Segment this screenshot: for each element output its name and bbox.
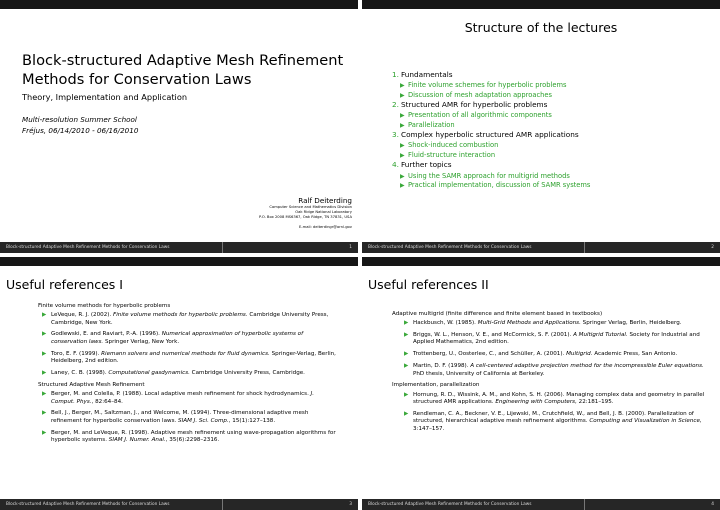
bullet-triangle-icon: ▶ [404,331,409,338]
slide-title: Structure of the lectures [464,20,618,35]
reference-item: ▶ Bell, J., Berger, M., Saltzman, J., and Welcome, M. (1994). Three-dimensional adaptive mesh refinement for hyperbolic conservation laws. SIAM J. Sci. Comp., 15(1):127–138. [42,410,309,425]
bullet-triangle-icon: ▶ [404,351,409,358]
page-number: 2 [711,245,714,250]
affiliation-line: Computer Science and Mathematics Division [269,205,352,209]
outline-section: 4. Further topics [392,160,452,170]
outline-item: ▶ Parallelization [400,120,455,129]
slide-1 [0,0,358,253]
reference-item: ▶ Trottenberg, U., Oosterlee, C., and Schüller, A. (2001). Multigrid. Academic Press, San Antonio. [404,351,678,358]
bullet-triangle-icon: ▶ [42,429,47,436]
bullet-triangle-icon: ▶ [404,320,409,327]
title-line-1: Block-structured Adaptive Mesh Refinement [22,52,344,69]
footer-title: Block-structured Adaptive Mesh Refinement Methods for Conservation Laws [6,245,170,250]
page-number: 1 [349,245,352,250]
reference-item: ▶ Rendleman, C. A., Beckner, V. E., Lijewski, M., Crutchfield, W., and Bell, J. B. (2000). Parallelization of structured, hierarchical adaptive mesh refinement algorithms. Computing and Visualization in Science, 3:147–157. [404,410,702,433]
outline-item: ▶ Finite volume schemes for hyperbolic problems [400,81,567,90]
bullet-triangle-icon: ▶ [42,410,47,417]
outline-item: ▶ Practical implementation, discussion of SAMR systems [400,180,591,189]
author-name: Ralf Deiterding [298,196,352,205]
outline-section: 3. Complex hyperbolic structured AMR applications [392,130,579,140]
reference-list [392,311,710,438]
bullet-triangle-icon: ▶ [42,370,47,377]
footer-title: Block-structured Adaptive Mesh Refinement Methods for Conservation Laws [368,245,532,250]
bullet-triangle-icon: ▶ [400,112,405,120]
reference-item: ▶ Hackbusch, W. (1985). Multi-Grid Methods and Applications. Springer Verlag, Berlin, Heidelberg. [404,320,682,327]
bullet-triangle-icon: ▶ [42,350,47,357]
lecture-outline [392,70,717,190]
reference-item: ▶ Berger, M. and LeVeque, R. (1998). Adaptive mesh refinement using wave-propagation algorithms for hyperbolic systems. SIAM J. Numer. Anal., 35(6):2298–2316. [42,429,336,444]
slide-footer [362,499,720,510]
author-block [259,196,352,229]
bullet-triangle-icon: ▶ [404,363,409,370]
footer-divider [222,499,223,510]
footer-divider [584,499,585,510]
footer-divider [584,242,585,253]
bullet-triangle-icon: ▶ [400,121,405,129]
bullet-triangle-icon: ▶ [42,331,47,338]
slide-footer [0,499,358,510]
slide-title: Useful references I [6,277,123,292]
footer-title: Block-structured Adaptive Mesh Refinement Methods for Conservation Laws [368,502,532,507]
slide-4 [362,257,720,510]
author-email: E-mail: deiterdingr@ornl.gov [298,224,352,229]
bullet-triangle-icon: ▶ [42,312,47,319]
outline-section: 2. Structured AMR for hyperbolic problems [392,100,548,110]
bullet-triangle-icon: ▶ [404,410,409,417]
reference-item: ▶ Toro, E. F. (1999). Riemann solvers and numerical methods for fluid dynamics. Springer-Verlag, Berlin, Heidelberg, 2nd edition. [42,350,336,365]
slide-2 [362,0,720,253]
footer-title: Block-structured Adaptive Mesh Refinement Methods for Conservation Laws [6,502,170,507]
reference-item: ▶ Godlewski, E. and Raviart, P.-A. (1996). Numerical approximation of hyperbolic systems of conservation laws. Springer Verlag, New York. [42,331,304,346]
slide-top-bar [0,257,358,266]
slide-footer [0,242,358,253]
event-name: Multi-resolution Summer School [22,115,137,124]
outline-item: ▶ Fluid-structure interaction [400,150,496,159]
affiliation-line: P.O. Box 2008 MS6367, Oak Ridge, TN 37831, USA [259,215,352,220]
slide-top-bar [362,257,720,266]
reference-item: ▶ Hornung, R. D., Wissink, A. M., and Kohn, S. H. (2006). Managing complex data and geometry in parallel structured AMR applications. Engineering with Computers, 22:181–195. [404,391,705,406]
subtitle: Theory, Implementation and Application [22,92,188,102]
reference-group-heading: Implementation, parallelization [392,382,480,389]
footer-divider [222,242,223,253]
slide-3 [0,257,358,510]
bullet-triangle-icon: ▶ [400,151,405,159]
reference-item: ▶ LeVeque, R. J. (2002). Finite volume methods for hyperbolic problems. Cambridge University Press, Cambridge, New York. [42,312,329,326]
slide-top-bar [0,0,358,9]
reference-group-heading: Adaptive multigrid (finite difference and finite element based in textbooks) [392,311,603,317]
slide-footer [362,242,720,253]
reference-item: ▶ Berger, M. and Colella, P. (1988). Local adaptive mesh refinement for shock hydrodynamics. J. Comput. Phys., 82:64–84. [42,391,315,405]
reference-list [38,303,336,449]
slide-title: Useful references II [368,277,489,292]
event-date: Fréjus, 06/14/2010 - 06/16/2010 [22,126,139,135]
outline-item: ▶ Presentation of all algorithmic components [400,111,552,120]
page-number: 3 [349,502,352,507]
bullet-triangle-icon: ▶ [400,82,405,90]
affiliation-line: Oak Ridge National Laboratory [295,210,352,215]
bullet-triangle-icon: ▶ [400,181,405,189]
bullet-triangle-icon: ▶ [404,391,409,398]
reference-item: ▶ Martin, D. F. (1998). A cell-centered adaptive projection method for the incompressible Euler equations. PhD thesis, University of California at Berkeley. [404,363,704,377]
outline-item: ▶ Discussion of mesh adaptation approaches [400,90,552,99]
slide-top-bar [362,0,720,9]
reference-group-heading: Structured Adaptive Mesh Refinement [38,382,145,388]
bullet-triangle-icon: ▶ [400,172,405,180]
bullet-triangle-icon: ▶ [42,391,47,398]
reference-item: ▶ Laney, C. B. (1998). Computational gasdynamics. Cambridge University Press, Cambridge. [42,370,305,377]
reference-item: ▶ Briggs, W. L., Henson, V. E., and McCormick, S. F. (2001). A Multigrid Tutorial. Society for Industrial and Applied Mathematics, 2nd edition. [404,331,700,346]
title-line-2: Methods for Conservation Laws [22,71,252,88]
bullet-triangle-icon: ▶ [400,142,405,150]
outline-section: 1. Fundamentals [392,70,453,79]
reference-group-heading: Finite volume methods for hyperbolic problems [38,303,171,309]
page-number: 4 [711,502,714,507]
bullet-triangle-icon: ▶ [400,91,405,99]
outline-item: ▶ Shock-induced combustion [400,141,499,150]
outline-item: ▶ Using the SAMR approach for multigrid methods [400,171,570,180]
